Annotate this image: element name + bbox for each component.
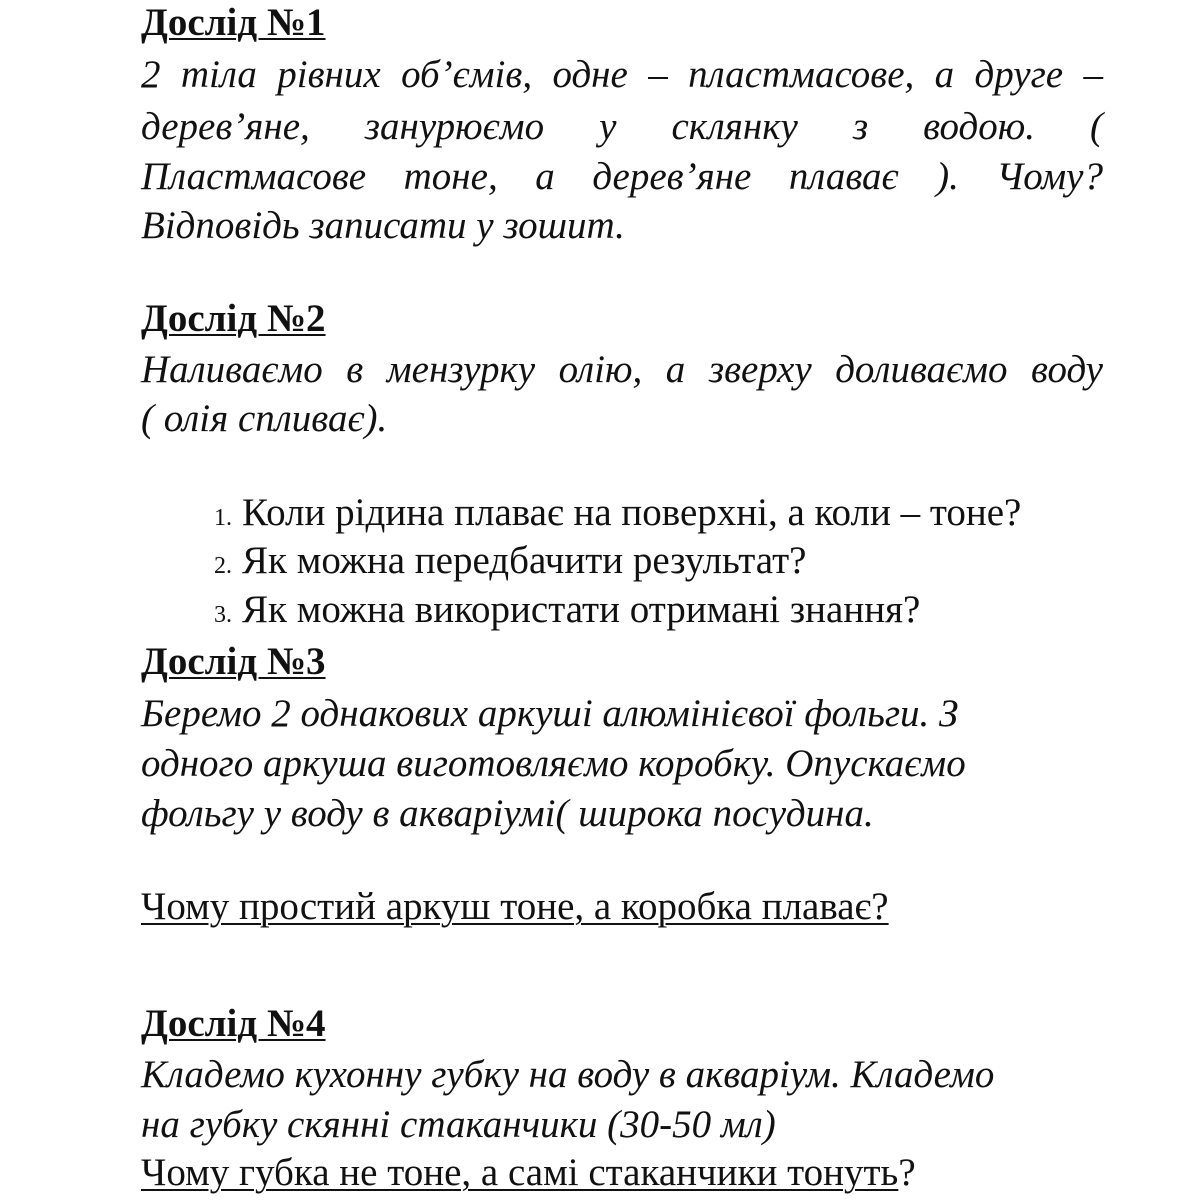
experiment-1-line-3: Пластмасове тоне, а дерев’яне плаває ). Чому? — [141, 155, 1103, 198]
list-number: 2. — [214, 553, 232, 579]
experiment-2-line-1: Наливаємо в мензурку олію, а зверху доливаємо воду — [141, 348, 1103, 391]
experiment-4-line-1: Кладемо кухонну губку на воду в акваріум. Кладемо — [141, 1053, 995, 1096]
experiment-1-line-2: дерев’яне, занурюємо у склянку з водою. ( — [141, 105, 1103, 148]
list-text: Як можна передбачити результат? — [242, 539, 807, 582]
experiment-2-title: Дослід №2 — [141, 297, 326, 340]
experiment-2-line-2: ( олія спливає). — [141, 397, 388, 440]
experiment-4-question — [141, 1148, 916, 1198]
experiment-3-question: Чому простий аркуш тоне, а коробка плаває? — [141, 885, 889, 928]
question-list-item — [214, 537, 806, 590]
experiment-1-title: Дослід №1 — [141, 1, 326, 44]
experiment-3-title: Дослід №3 — [141, 640, 326, 683]
experiment-4-title: Дослід №4 — [141, 1002, 326, 1045]
experiment-3-line-1: Беремо 2 однакових аркуші алюмінієвої фольги. З — [141, 692, 959, 735]
list-number: 3. — [214, 602, 232, 628]
experiment-4-question-mark: ? — [898, 1151, 916, 1194]
list-number: 1. — [214, 505, 232, 531]
experiment-3-line-3: фольгу у воду в акваріумі( широка посудина. — [141, 792, 874, 835]
question-list-item — [214, 489, 1021, 542]
experiment-4-question-text: Чому губка не тоне, а самі стаканчики тонуть — [141, 1151, 899, 1194]
list-text: Коли рідина плаває на поверхні, а коли – тоне? — [242, 491, 1022, 534]
experiment-1-line-4: Відповідь записати у зошит. — [141, 204, 625, 247]
experiment-3-line-2: одного аркуша виготовляємо коробку. Опускаємо — [141, 742, 966, 785]
experiment-1-line-1: 2 тіла рівних об’ємів, одне – пластмасове, а друге – — [141, 53, 1103, 96]
question-list-item — [214, 586, 920, 639]
experiment-4-line-2: на губку скянні стаканчики (30-50 мл) — [141, 1103, 776, 1146]
list-text: Як можна використати отримані знання? — [242, 588, 921, 631]
